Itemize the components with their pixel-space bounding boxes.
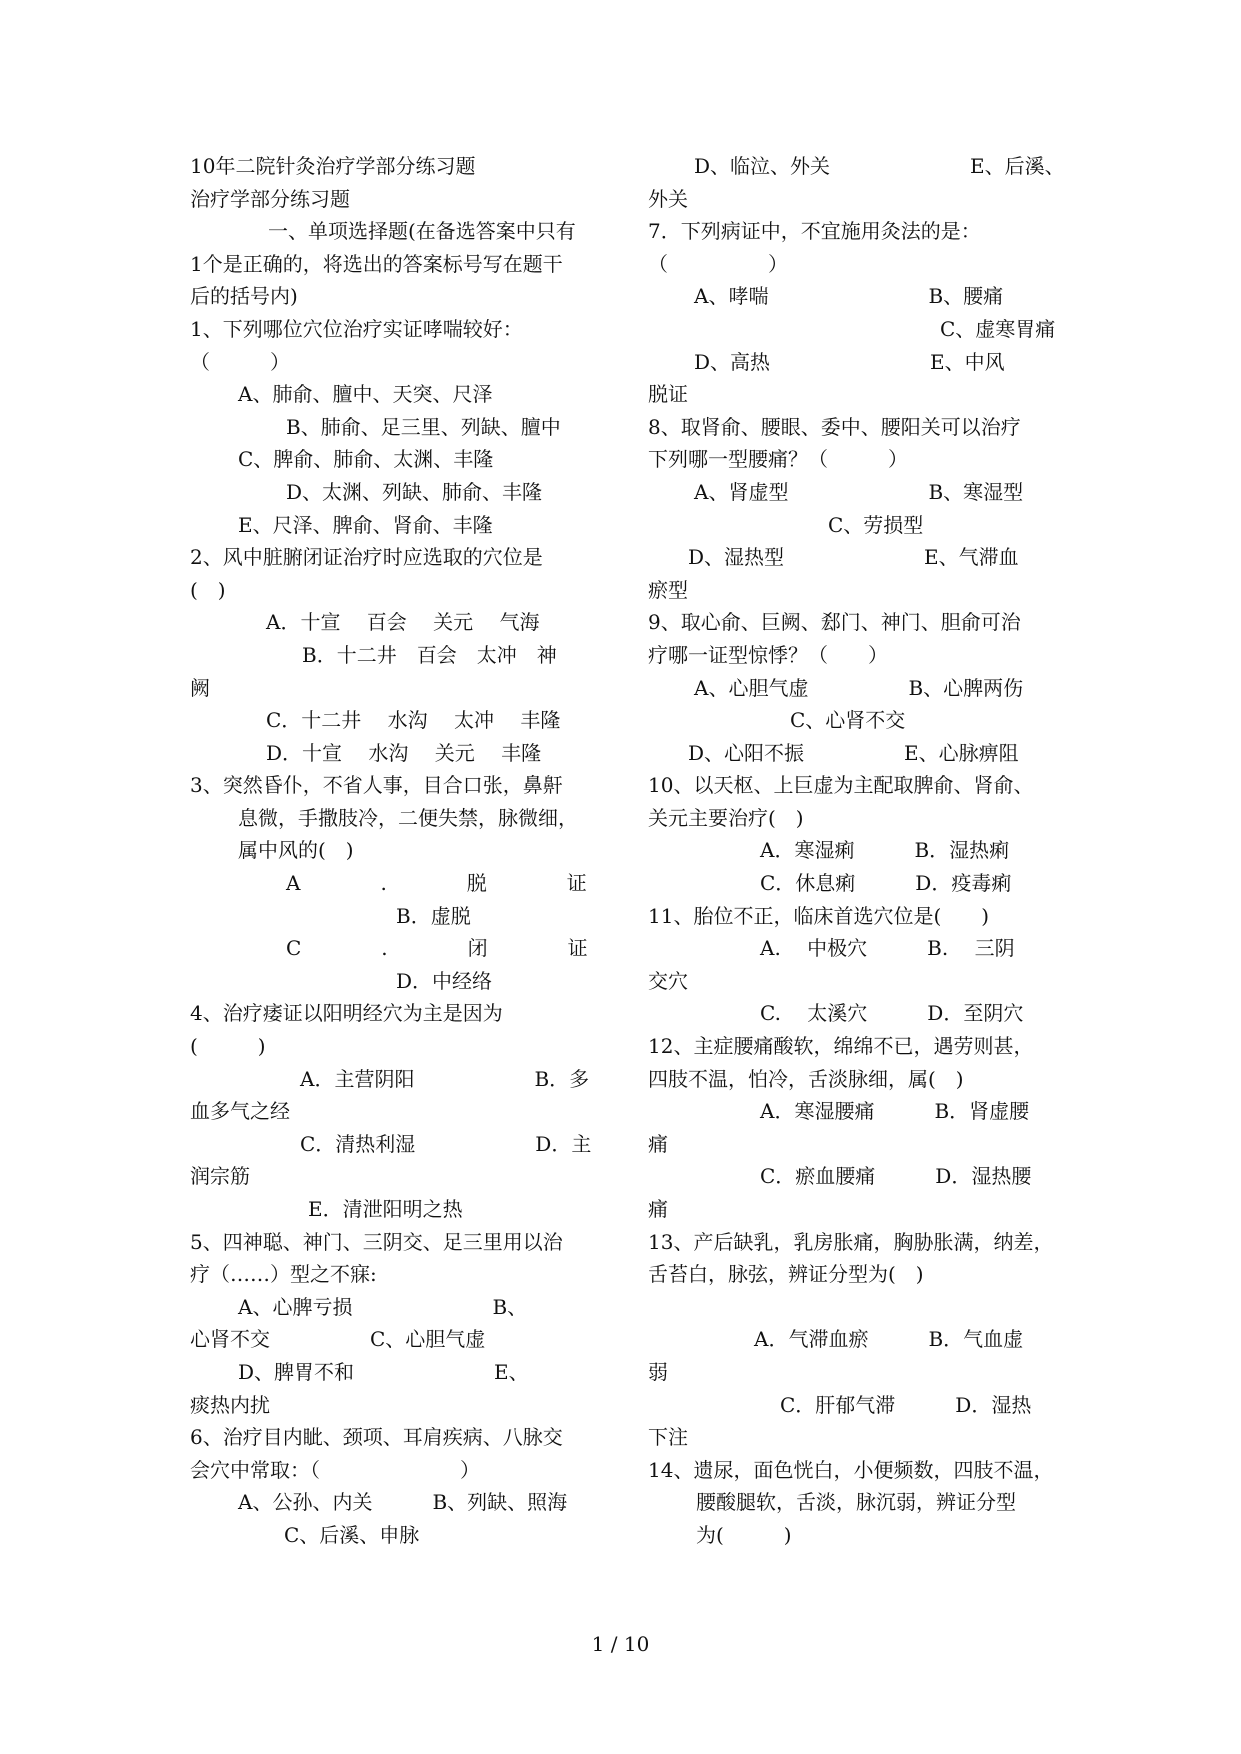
question-5: 5、四神聪、神门、三阴交、足三里用以治 — [190, 1229, 563, 1254]
option-continued: 下注 — [648, 1425, 688, 1450]
right-column — [648, 150, 1068, 1552]
option: C、虚寒胃痛 — [940, 316, 1056, 341]
text-line: 四肢不温，怕冷，舌淡脉细，属( ) — [648, 1066, 964, 1091]
option: D、临泣、外关 E、后溪、 — [694, 154, 1065, 178]
option-continued: 痰热内扰 — [190, 1392, 270, 1417]
option: D、高热 E、中风 — [694, 349, 1005, 374]
answer-blank: ( ) — [190, 577, 226, 602]
option-continued: 交穴 — [648, 968, 688, 993]
option: A、心胆气虚 B、心脾两伤 — [694, 675, 1024, 700]
option-continued: 痛 — [648, 1197, 668, 1221]
text-line: 息微，手撒肢冷，二便失禁，脉微细， — [238, 805, 578, 830]
question-12: 12、主症腰痛酸软，绵绵不已，遇劳则甚， — [648, 1034, 1034, 1059]
text-line: 舌苔白，脉弦，辨证分型为( ) — [648, 1262, 924, 1287]
left-column — [190, 150, 610, 1552]
blank-line — [648, 1291, 1068, 1324]
option-continued: 脱证 — [648, 382, 688, 407]
question-8: 8、取肾俞、腰眼、委中、腰阳关可以治疗 — [648, 414, 1021, 439]
option: C、心肾不交 — [790, 708, 906, 733]
option-continued: 痛 — [648, 1131, 668, 1156]
option: B．十二井 百会 太冲 神 — [302, 642, 557, 667]
option: E．清泄阳明之热 — [308, 1197, 463, 1221]
option: A . 脱 证 — [286, 871, 587, 896]
option: C．休息痢 D．疫毒痢 — [760, 871, 1012, 896]
question-13: 13、产后缺乳，乳房胀痛，胸胁胀满，纳差， — [648, 1229, 1054, 1254]
option: A．寒湿腰痛 B．肾虚腰 — [760, 1099, 1030, 1124]
option: 心肾不交 C、心胆气虚 — [190, 1327, 486, 1352]
text-line: 疗哪一证型惊悸？（ ） — [648, 642, 888, 667]
text-line: 1个是正确的，将选出的答案标号写在题干 — [190, 251, 563, 276]
option: D、心阳不振 E、心脉痹阻 — [688, 740, 1019, 765]
question-11: 11、胎位不正，临床首选穴位是( ) — [648, 903, 990, 928]
option: E、尺泽、脾俞、肾俞、丰隆 — [238, 512, 493, 537]
text-line: 下列哪一型腰痛？（ ） — [648, 447, 908, 472]
option-continued: 外关 — [648, 186, 688, 211]
option: C．十二井 水沟 太冲 丰隆 — [266, 708, 561, 733]
text-line: 属中风的( ) — [238, 838, 354, 863]
option: D．中经络 — [396, 968, 493, 993]
question-6: 6、治疗目内眦、颈项、耳肩疾病、八脉交 — [190, 1425, 563, 1450]
option: A．气滞血瘀 B．气血虚 — [754, 1327, 1024, 1352]
option-continued: 润宗筋 — [190, 1164, 250, 1189]
question-9: 9、取心俞、巨阙、郄门、神门、胆俞可治 — [648, 610, 1021, 635]
option: C. 太溪穴 D．至阴穴 — [760, 1001, 1024, 1026]
doc-title: 10年二院针灸治疗学部分练习题 — [190, 154, 476, 178]
question-2: 2、风中脏腑闭证治疗时应选取的穴位是 — [190, 545, 543, 570]
text-line: 疗（……）型之不寐: — [190, 1262, 377, 1287]
question-4: 4、治疗痿证以阳明经穴为主是因为 — [190, 1001, 503, 1026]
option: C、劳损型 — [828, 512, 924, 537]
question-10: 10、以天枢、上巨虚为主配取脾俞、肾俞、 — [648, 773, 1034, 798]
text-line: 后的括号内) — [190, 284, 298, 309]
option: C、脾俞、肺俞、太渊、丰隆 — [238, 447, 494, 472]
option: C．清热利湿 D．主 — [300, 1131, 592, 1156]
text-line: 会穴中常取：（ ） — [190, 1457, 480, 1482]
question-7: 7．下列病证中，不宜施用灸法的是： — [648, 219, 981, 244]
option: B、肺俞、足三里、列缺、膻中 — [286, 414, 561, 439]
option-continued: 瘀型 — [648, 577, 688, 602]
option: A、心脾亏损 B、 — [238, 1294, 528, 1319]
option: A、哮喘 B、腰痛 — [694, 284, 1004, 309]
answer-blank: ( ) — [190, 1034, 266, 1059]
option: C、后溪、申脉 — [284, 1522, 420, 1547]
option-continued: 阙 — [190, 675, 210, 700]
option: A．十宣 百会 关元 气海 — [266, 610, 540, 635]
option: A、肾虚型 B、寒湿型 — [694, 479, 1024, 504]
question-3: 3、突然昏仆，不省人事，目合口张，鼻鼾 — [190, 773, 563, 798]
option: D、太渊、列缺、肺俞、丰隆 — [286, 479, 543, 504]
option-continued: 弱 — [648, 1359, 668, 1384]
text-line: 腰酸腿软，舌淡，脉沉弱，辨证分型 — [696, 1490, 1016, 1515]
option: A．主营阴阳 B．多 — [300, 1066, 590, 1091]
option: D．十宣 水沟 关元 丰隆 — [266, 740, 542, 765]
option: C．瘀血腰痛 D．湿热腰 — [760, 1164, 1032, 1189]
option: D、湿热型 E、气滞血 — [688, 545, 1019, 570]
option: B．虚脱 — [396, 903, 471, 928]
option: A、肺俞、膻中、天突、尺泽 — [238, 382, 493, 407]
doc-subtitle: 治疗学部分练习题 — [190, 186, 350, 211]
question-14: 14、遗尿，面色恍白，小便频数，四肢不温， — [648, 1457, 1054, 1482]
answer-blank: （ ） — [190, 349, 290, 374]
option: A．寒湿痢 B．湿热痢 — [760, 838, 1010, 863]
text-line: 关元主要治疗( ) — [648, 805, 804, 830]
text-line: 为( ) — [696, 1522, 792, 1547]
section-heading: 一、单项选择题(在备选答案中只有 — [268, 219, 576, 244]
answer-blank: （ ） — [648, 251, 788, 276]
option-continued: 血多气之经 — [190, 1099, 290, 1124]
page-number: 1 / 10 — [591, 1632, 650, 1656]
question-1: 1、下列哪位穴位治疗实证哮喘较好： — [190, 316, 523, 341]
option: A、公孙、内关 B、列缺、照海 — [238, 1490, 568, 1515]
option: C．肝郁气滞 D．湿热 — [780, 1392, 1032, 1417]
option: A. 中极穴 B. 三阴 — [760, 936, 1015, 961]
option: C . 闭 证 — [286, 936, 588, 961]
option: D、脾胃不和 E、 — [238, 1359, 529, 1384]
